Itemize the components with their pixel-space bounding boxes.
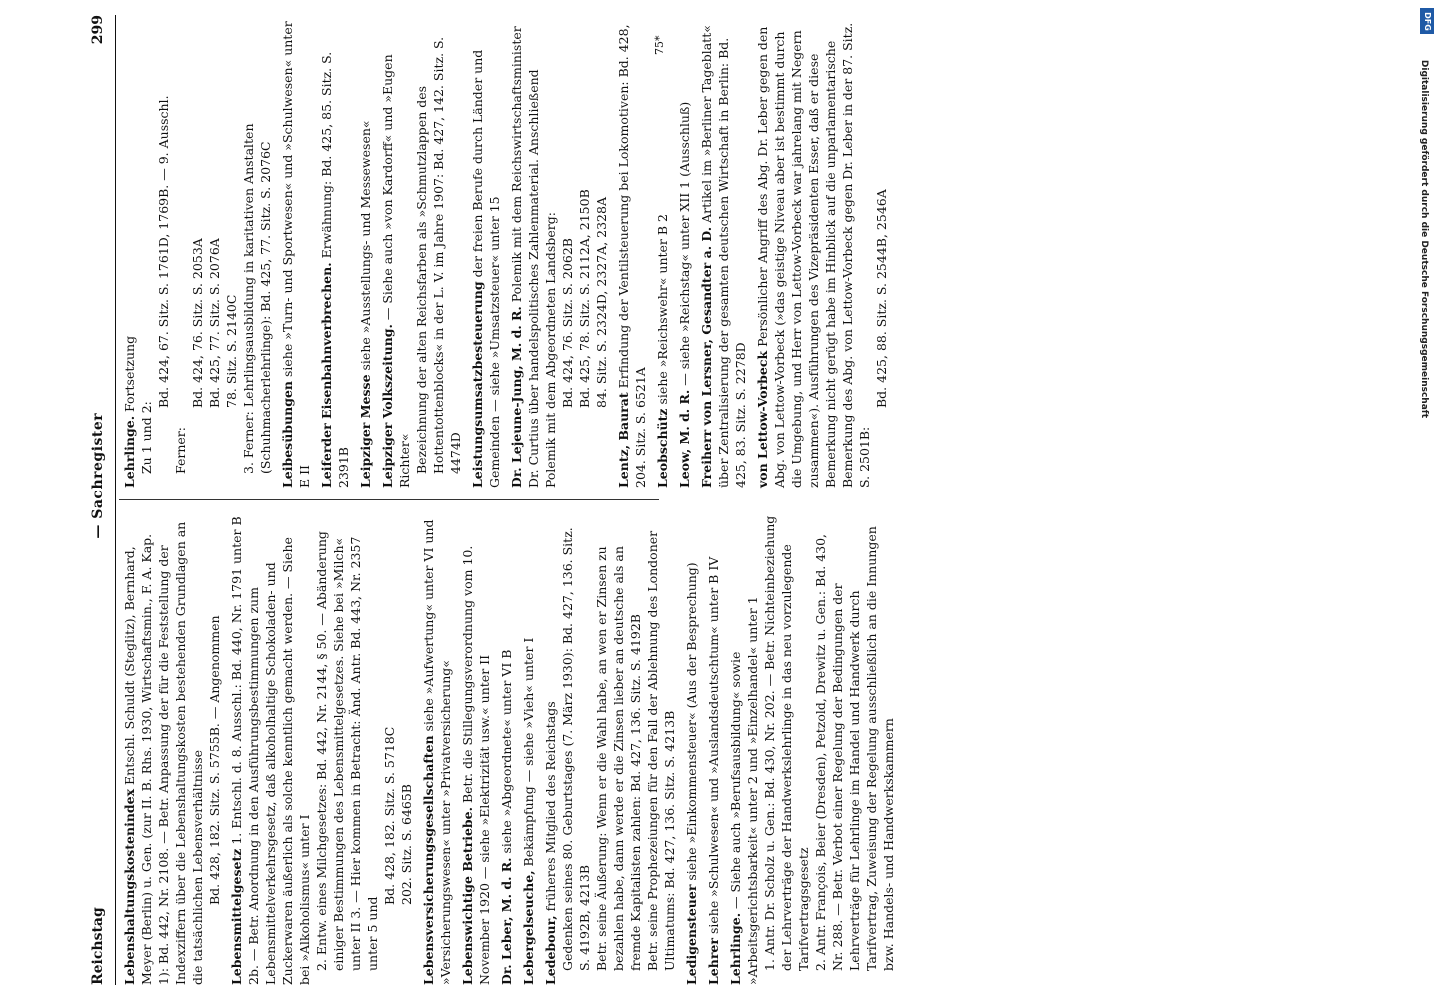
entry-text: früheres Mitglied des Reichstags	[543, 701, 558, 912]
entry-text: Artikel im »Berliner Tageblatt« über Zentralisierung der gesamten deutschen Wirtschaft in Berlin: Bd. 425, 83. Sitz. S. 2278D	[699, 25, 748, 488]
entry-text: — siehe »Reichstag« unter XII 1 (Ausschluß)	[677, 101, 692, 386]
entry-line: Bd. 424, 76. Sitz. S. 2062B	[560, 238, 575, 408]
entry-heading: Lentz, Baurat	[616, 392, 631, 488]
index-entry	[121, 18, 274, 488]
index-entry	[498, 515, 515, 985]
entry-heading: Lehrlinge.	[728, 912, 743, 985]
entry-text: siehe »Ausstellungs- und Messewesen«	[358, 120, 373, 371]
entry-heading: Freiherr von Lersner, Gesandter a. D.	[699, 226, 714, 488]
entry-line: Bd. 425, 77. Sitz. S. 2076A	[207, 238, 222, 408]
entry-line: Bd. 424, 67. Sitz. S. 1761D, 1769B. — 9. Ausschl.	[156, 95, 171, 408]
index-entry	[379, 18, 464, 488]
header-rule	[115, 15, 116, 985]
entry-line: Bd. 425, 88. Sitz. S. 2544B, 2546A	[874, 189, 889, 408]
digitization-credit	[1418, 8, 1434, 418]
entry-heading: Leiferder Eisenbahnverbrechen.	[319, 262, 334, 488]
entry-heading: Dr. Leber, M. d. R.	[499, 857, 514, 985]
index-entry	[420, 515, 454, 985]
entry-line: Bd. 425, 78. Sitz. S. 2112A, 2150B	[577, 189, 592, 408]
entry-line: Bd. 424, 76. Sitz. S. 2053A	[190, 238, 205, 408]
entry-heading: Ledigensteuer	[684, 884, 699, 985]
entry-line: Gedenken seines 80. Geburtstages (7. März 1930): Bd. 427, 136. Sitz. S. 4192B, 4213B	[560, 527, 592, 971]
column-divider	[119, 499, 659, 500]
index-entry	[520, 515, 537, 985]
index-entry	[469, 18, 503, 488]
entry-text: siehe »Schulwesen« und »Auslandsdeutschtum« unter B IV	[706, 556, 721, 935]
entry-line: Betr. seine Äußerung: Wenn er die Wahl habe, an wen er Zinsen zu bezahlen habe, dann werde er die Zinsen lieber an deutsche als an fremde Kapitalisten zahlen: Bd. 427, 136. Sitz. S. 4192B	[594, 546, 643, 971]
index-entry	[459, 515, 493, 985]
right-column	[121, 18, 889, 488]
header-center: — Sachregister	[89, 412, 106, 539]
entry-line: Bezeichnung der alten Reichsfarben als »Schmutzlappen des Hottentottenblocks« in der L. V. im Jahre 1907: Bd. 427, 142. Sitz. S. 4474D	[414, 36, 463, 474]
entry-line: Ferner:	[173, 427, 188, 474]
entry-line: Zu 1 und 2:	[139, 401, 154, 474]
entry-heading: Lehrer	[706, 938, 721, 985]
entry-text: Bekämpfung — siehe »Vieh« unter I	[521, 637, 536, 867]
entry-line: 2. Entw. eines Milchgesetzes: Bd. 442, Nr. 2144, § 50. — Abänderung einiger Bestimmungen des Lebensmittelgesetzes. Siehe bei »Milch« unter II 3. — Hier kommen in Betracht: Änd. Antr. Bd. 443, Nr. 2357 unter 5 und	[314, 531, 380, 971]
dfg-logo-text: DFG	[1422, 11, 1432, 31]
entry-line: 1. Antr. Dr. Scholz u. Gen.: Bd. 430, Nr. 202. — Betr. Nichteinbeziehung der Lehrverträge der Handwerkslehrlinge in das neu vorzulegende Tarifvertragsgesetz	[762, 515, 811, 971]
entry-heading: Ledebour,	[543, 915, 558, 985]
entry-text: Persönlicher Angriff des Abg. Dr. Leber gegen den Abg. von Lettow-Vorbeck (»das geistige Niveau aber ist bestimmt durch die Umgebung, und Herr von Lettow-Vorbeck war jahrelang mit Negern zusammen«). Ausführungen des Vizepräsidenten Esser, daß er diese Bemerkung nicht gerügt habe im Hinblick auf die unparlamentarische Bemerkung des Abg. von Lettow-Vorbeck gegen Dr. Leber in der 87. Sitz. S. 2501B:	[755, 22, 872, 488]
entry-text: siehe »Einkommensteuer« (Aus der Besprechung)	[684, 562, 699, 881]
entry-text: — Siehe auch »Berufsausbildung« sowie »Arbeitsgerichtsbarkeit« unter 2 und »Einzelhandel« unter 1	[728, 596, 760, 985]
page-number: 299	[89, 15, 106, 45]
index-entry	[542, 515, 678, 985]
entry-line: 78. Sitz. S. 2140C	[224, 294, 239, 408]
entry-heading: Lebenshaltungskostenindex	[122, 788, 137, 985]
entry-heading: Leow, M. d. R.	[677, 389, 692, 488]
entry-heading: Lehrlinge.	[122, 415, 137, 488]
entry-line: Bd. 428, 182. Sitz. S. 5755B. — Angenommen	[207, 615, 222, 905]
entry-heading: Leobschütz	[655, 408, 670, 488]
entry-line: 2. Antr. François, Beier (Dresden), Petzold, Drewitz u. Gen.: Bd. 430, Nr. 288. — Betr. Verbot einer Regelung der Bedingungen der Lehrverträge für Lehrlinge im Handel und Handwerk durch Tarifvertrag, Zuweisung der Regelung ausschließlich an die Innungen bzw. Handels- und Handwerkskammern	[813, 526, 896, 971]
entry-text: Erfindung der Ventilsteuerung bei Lokomotiven: Bd. 428, 204. Sitz. S. 6521A	[616, 24, 648, 488]
page-content	[85, 15, 896, 985]
index-entry	[318, 18, 352, 488]
index-entry	[676, 18, 693, 488]
digitization-credit-text: Digitalisierung gefördert durch die Deutsche Forschungsgemeinschaft	[1419, 59, 1429, 418]
index-entry	[705, 515, 722, 985]
entry-text: Betr. die Stillegungsverordnung vom 10. November 1920 — siehe »Elektrizität usw.« unter II	[460, 545, 492, 985]
entry-text: Erwähnung: Bd. 425, 85. Sitz. S. 2391B	[319, 51, 351, 488]
entry-line: 84. Sitz. S. 2324D, 2327A, 2328A	[594, 197, 609, 408]
entry-heading: Lebergelseuche,	[521, 870, 536, 985]
index-entry	[615, 18, 649, 488]
entry-line: 202. Sitz. S. 6465B	[399, 784, 414, 905]
left-column	[121, 515, 896, 985]
entry-line: Betr. seine Prophezeiungen für den Fall der Ablehnung des Londoner Ultimatums: Bd. 427, 136. Sitz. S. 4213B	[645, 530, 677, 971]
entry-text: 1. Entschl. d. 8. Ausschl.: Bd. 440, Nr. 1791 unter B 2b. — Betr. Anordnung in den Ausführungsbestimmungen zum Lebensmittelverkehrsgesetz, daß alkoholhaltige Schokoladen- und Zuckerwaren äußerlich als solche kenntlich gemacht werden. — Siehe bei »Alkoholismus« unter I	[229, 516, 312, 985]
entry-heading: Leibesübungen	[280, 380, 295, 488]
entry-heading: von Lettow-Vorbeck	[755, 350, 770, 488]
entry-line: 3. Ferner: Lehrlingsausbildung in karitativen Anstalten (Schuhmacherlehrlinge): Bd. 425, 77. Sitz. S. 2076C	[241, 123, 273, 474]
entry-text: siehe »Aufwertung« unter VI und »Versicherungswesen« unter »Privatversicherung«	[421, 519, 453, 985]
entry-text: siehe »Reichswehr« unter B 2	[655, 214, 670, 405]
scanned-page	[85, 0, 896, 1000]
header-left: Reichstag	[89, 907, 106, 985]
index-entry	[508, 18, 610, 488]
entry-heading: Lebenswichtige Betriebe.	[460, 807, 475, 985]
entry-line: Bd. 428, 182. Sitz. S. 5718C	[382, 726, 397, 905]
entry-text: Entschl. Schuldt (Steglitz), Bernhard, Meyer (Berlin) u. Gen. (zur II. B. Rhs. 1930, Wirtschaftsmin., F. A. Kap. 1): Bd. 442, Nr. 2108. — Betr. Anpassung der für die Feststellung der Indexziffern über die Lebenshaltungskosten bestehenden Grundlagen an die tatsächlichen Lebensverhältnisse	[122, 521, 205, 985]
signature-mark: 75*	[653, 35, 666, 55]
entry-text: — Siehe auch »von Kardorff« und »Eugen Richter«	[380, 54, 412, 488]
index-entry	[683, 515, 700, 985]
entry-heading: Lebensmittelgesetz	[229, 848, 244, 985]
entry-text: siehe »Abgeordnete« unter VI B	[499, 649, 514, 854]
index-entry	[727, 515, 897, 985]
index-entry	[228, 515, 415, 985]
entry-heading: Leipziger Volkszeitung.	[380, 324, 395, 488]
index-entry	[357, 18, 374, 488]
entry-text: Polemik mit dem Reichswirtschaftsminister Dr. Curtius über handelspolitisches Zahlenmaterial. Anschließend Polemik mit dem Abgeordneten Landsberg:	[509, 26, 558, 488]
index-entry	[121, 515, 223, 985]
entry-text: der freien Berufe durch Länder und Gemeinden — siehe »Umsatzsteuer« unter 15	[470, 49, 502, 488]
entry-heading: Lebensversicherungsgesellschaften	[421, 735, 436, 985]
index-entry	[754, 18, 890, 488]
index-entry	[698, 18, 749, 488]
entry-heading: Leistungsumsatzbesteuerung	[470, 281, 485, 488]
index-entry	[279, 18, 313, 488]
entry-heading: Dr. Lejeune-Jung, M. d. R.	[509, 306, 524, 488]
entry-heading: Leipziger Messe	[358, 374, 373, 488]
entry-text: Fortsetzung	[122, 335, 137, 412]
entry-text: siehe »Turn- und Sportwesen« und »Schulwesen« unter E II	[280, 21, 312, 488]
running-header	[85, 15, 111, 985]
index-entry	[654, 18, 671, 488]
